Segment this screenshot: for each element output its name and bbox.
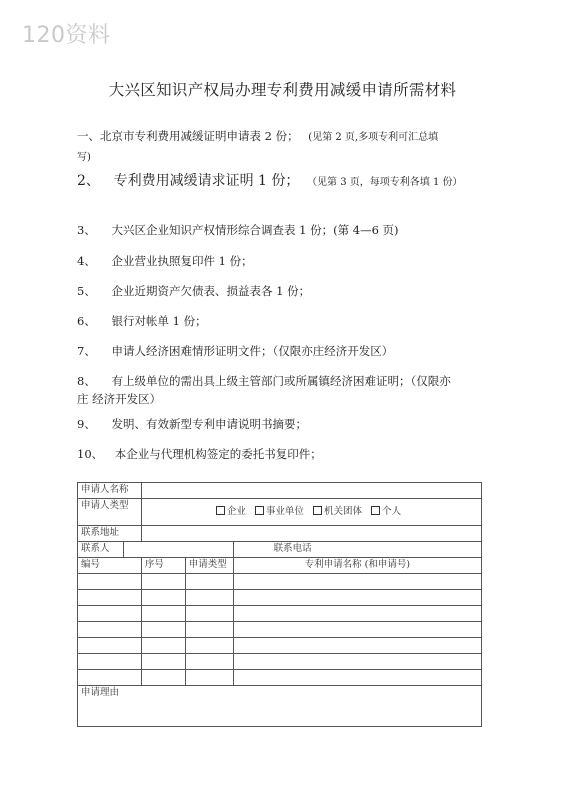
- list-item: [77, 128, 438, 144]
- list-item: [77, 373, 451, 389]
- table-cell[interactable]: [185, 622, 233, 638]
- table-cell[interactable]: [233, 670, 481, 686]
- table-cell[interactable]: [78, 574, 142, 590]
- item-number: 10、: [77, 447, 104, 461]
- col-seq-header: 序号: [141, 558, 185, 574]
- table-cell[interactable]: [185, 638, 233, 654]
- table-cell[interactable]: [141, 670, 185, 686]
- item-text: 专利费用减缓请求证明 1 份；: [113, 173, 300, 189]
- table-row: [78, 526, 482, 542]
- table-cell[interactable]: [141, 590, 185, 606]
- option-individual[interactable]: 个人: [371, 506, 401, 517]
- item-continuation: 庄 经济开发区）: [77, 392, 162, 406]
- page-title: 大兴区知识产权局办理专利费用减缓申请所需材料: [108, 81, 457, 99]
- col-type-header: 申请类型: [185, 558, 233, 574]
- phone-label: 联系电话: [273, 543, 312, 554]
- checkbox[interactable]: [255, 506, 264, 515]
- watermark: 120资料: [22, 23, 111, 48]
- item-number: 9、: [77, 417, 96, 431]
- table-cell[interactable]: [141, 654, 185, 670]
- item-number: 4、: [77, 254, 96, 268]
- table-cell[interactable]: [233, 622, 481, 638]
- table-row: [78, 483, 482, 499]
- table-cell[interactable]: [78, 606, 142, 622]
- table-cell[interactable]: [141, 574, 185, 590]
- table-cell[interactable]: [233, 638, 481, 654]
- reason-row: [78, 686, 482, 727]
- table-cell[interactable]: [78, 622, 142, 638]
- item-text: 北京市专利费用减缓证明申请表 2 份；: [100, 129, 299, 143]
- item-number: 7、: [77, 344, 96, 358]
- table-cell[interactable]: [233, 654, 481, 670]
- list-item: [77, 446, 322, 462]
- address-field[interactable]: [141, 526, 481, 542]
- table-cell[interactable]: [185, 606, 233, 622]
- table-cell[interactable]: [141, 606, 185, 622]
- table-row: [78, 654, 482, 670]
- list-item: [77, 343, 393, 359]
- col-name-header: 专利申请名称 (和申请号): [233, 558, 481, 574]
- item-text: 发明、有效新型专利申请说明书摘要；: [111, 417, 307, 431]
- table-cell[interactable]: [141, 622, 185, 638]
- item-text: 银行对帐单 1 份；: [111, 314, 207, 328]
- option-institution[interactable]: 事业单位: [255, 506, 304, 517]
- item-number: 8、: [77, 374, 96, 388]
- item-text: 企业近期资产欠债表、损益表各 1 份；: [111, 284, 311, 298]
- applicant-name-label: 申请人名称: [78, 483, 142, 499]
- table-cell[interactable]: [185, 590, 233, 606]
- list-item: [77, 222, 399, 238]
- applicant-type-options: [141, 499, 481, 526]
- item-text: 企业营业执照复印件 1 份；: [111, 254, 253, 268]
- applicant-name-field[interactable]: [141, 483, 481, 499]
- col-number-header: 编号: [78, 558, 142, 574]
- table-cell[interactable]: [78, 638, 142, 654]
- applicant-type-label: 申请人类型: [78, 499, 142, 526]
- item-number: 2、: [77, 173, 100, 189]
- table-cell[interactable]: [185, 654, 233, 670]
- table-cell[interactable]: [233, 606, 481, 622]
- table-cell[interactable]: [78, 654, 142, 670]
- checkbox[interactable]: [216, 506, 225, 515]
- table-row: [78, 590, 482, 606]
- table-row: [78, 606, 482, 622]
- table-cell[interactable]: [233, 574, 481, 590]
- table-cell[interactable]: [233, 590, 481, 606]
- application-form-table: [77, 482, 482, 727]
- table-row: [78, 638, 482, 654]
- list-item: [77, 253, 253, 269]
- list-item: [77, 170, 463, 190]
- table-cell[interactable]: [141, 638, 185, 654]
- item-number: 6、: [77, 314, 96, 328]
- item-note: (见第 2 页,多项专利可汇总填: [308, 132, 439, 143]
- address-label: 联系地址: [78, 526, 142, 542]
- phone-cell[interactable]: [233, 542, 481, 558]
- table-cell[interactable]: [185, 574, 233, 590]
- table-cell[interactable]: [78, 590, 142, 606]
- table-cell[interactable]: [78, 670, 142, 686]
- table-header-row: [78, 558, 482, 574]
- reason-field[interactable]: [78, 686, 482, 727]
- table-row: [78, 670, 482, 686]
- item-text: 本企业与代理机构签定的委托书复印件；: [114, 447, 322, 461]
- item-number: 5、: [77, 284, 96, 298]
- checkbox[interactable]: [313, 506, 322, 515]
- contact-label: 联系人: [78, 542, 124, 558]
- list-item: [77, 313, 207, 329]
- item-continuation: 写): [77, 152, 91, 163]
- reason-label: 申请理由: [81, 687, 120, 698]
- item-number: 3、: [77, 223, 96, 237]
- item-text: 大兴区企业知识产权情形综合调查表 1 份；(第 4—6 页): [111, 223, 399, 237]
- table-cell[interactable]: [185, 670, 233, 686]
- checkbox[interactable]: [371, 506, 380, 515]
- table-row: [78, 499, 482, 526]
- table-row: [78, 574, 482, 590]
- table-row: [78, 622, 482, 638]
- list-item: [77, 283, 310, 299]
- option-enterprise[interactable]: 企业: [216, 506, 246, 517]
- list-item: [77, 416, 307, 432]
- item-text: 有上级单位的需出具上级主管部门或所属镇经济困难证明；（仅限亦: [111, 374, 451, 388]
- item-number: 一、: [77, 129, 100, 143]
- contact-field[interactable]: [123, 542, 233, 558]
- item-text: 申请人经济困难情形证明文件；（仅限亦庄经济开发区）: [111, 344, 394, 358]
- item-note: （见第 3 页，每项专利各填 1 份）: [307, 177, 463, 188]
- table-row: [78, 542, 482, 558]
- option-organization[interactable]: 机关团体: [313, 506, 362, 517]
